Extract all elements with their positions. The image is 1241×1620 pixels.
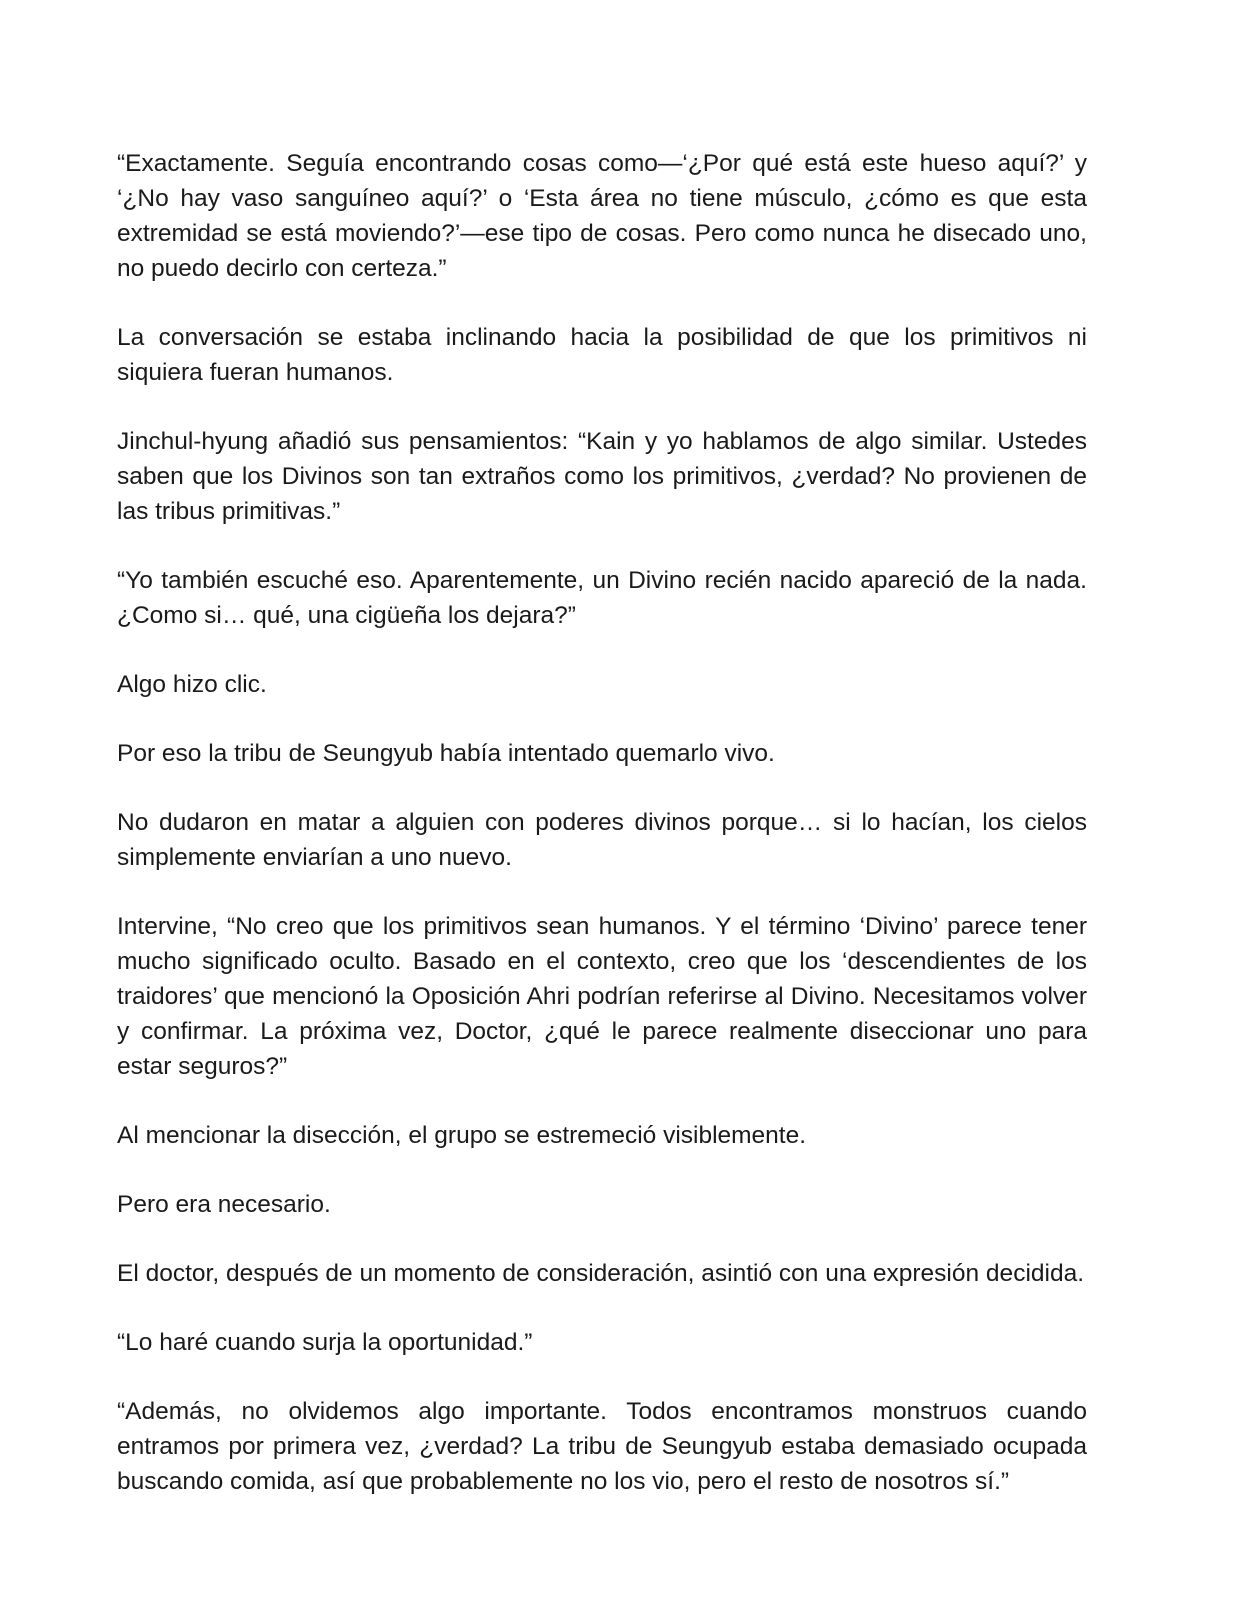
paragraph: Intervine, “No creo que los primitivos sean humanos. Y el término ‘Divino’ parece tener mucho significado oculto. Basado en el contexto, creo que los ‘descendientes de los traidores’ que mencionó la Oposición Ahri podrían referirse al Divino. Necesitamos volver y confirmar. La próxima vez, Doctor, ¿qué le parece realmente diseccionar uno para estar seguros?” <box>117 913 1087 1080</box>
paragraph: “Además, no olvidemos algo importante. Todos encontramos monstruos cuando entramos por primera vez, ¿verdad? La tribu de Seungyub estaba demasiado ocupada buscando comida, así que probablemente no los vio, pero el resto de nosotros sí.” <box>117 1398 1087 1495</box>
paragraph: “Exactamente. Seguía encontrando cosas como—‘¿Por qué está este hueso aquí?’ y ‘¿No hay vaso sanguíneo aquí?’ o ‘Esta área no tiene músculo, ¿cómo es que esta extremidad se está moviendo?’—ese tipo de cosas. Pero como nunca he disecado uno, no puedo decirlo con certeza.” <box>117 150 1087 282</box>
paragraph: “Lo haré cuando surja la oportunidad.” <box>117 1329 533 1356</box>
paragraph: Pero era necesario. <box>117 1191 331 1218</box>
document-page <box>117 146 1087 1499</box>
paragraph: “Yo también escuché eso. Aparentemente, un Divino recién nacido apareció de la nada. ¿Como si… qué, una cigüeña los dejara?” <box>117 567 1087 629</box>
paragraph: Al mencionar la disección, el grupo se estremeció visiblemente. <box>117 1122 807 1149</box>
paragraph: El doctor, después de un momento de consideración, asintió con una expresión decidida. <box>117 1260 1085 1287</box>
paragraph: Algo hizo clic. <box>117 671 267 698</box>
paragraph: La conversación se estaba inclinando hacia la posibilidad de que los primitivos ni siquiera fueran humanos. <box>117 324 1087 386</box>
paragraph: No dudaron en matar a alguien con poderes divinos porque… si lo hacían, los cielos simplemente enviarían a uno nuevo. <box>117 809 1087 871</box>
paragraph: Por eso la tribu de Seungyub había intentado quemarlo vivo. <box>117 740 775 767</box>
paragraph: Jinchul-hyung añadió sus pensamientos: “Kain y yo hablamos de algo similar. Ustedes saben que los Divinos son tan extraños como los primitivos, ¿verdad? No provienen de las tribus primitivas.” <box>117 428 1087 525</box>
